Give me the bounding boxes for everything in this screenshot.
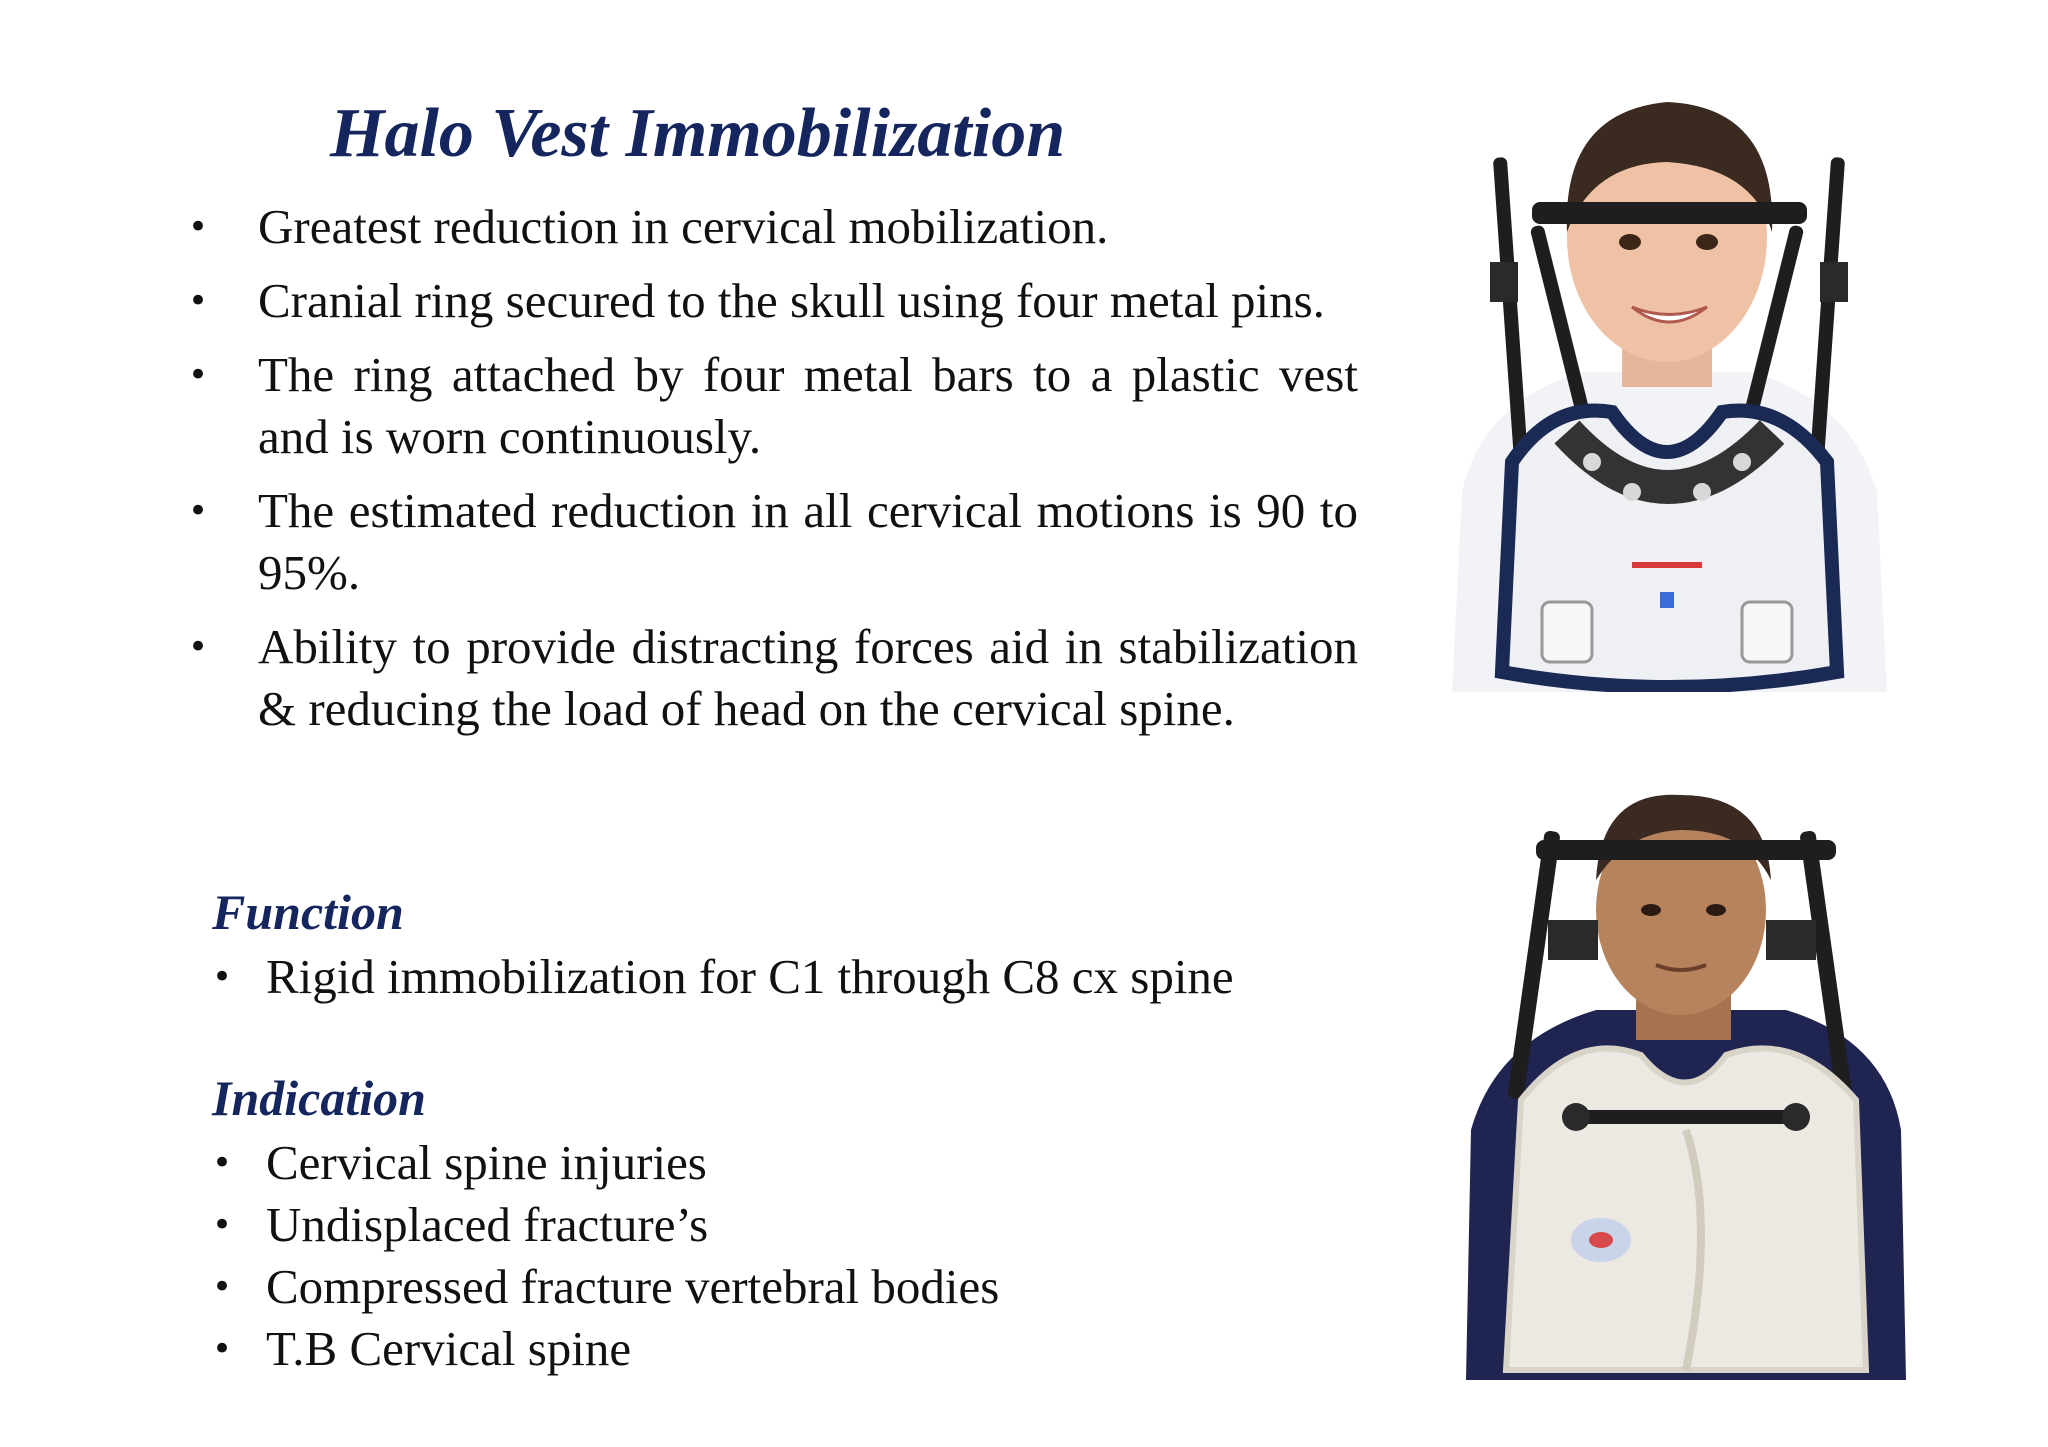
bullet-text: The ring attached by four metal bars to a plastic vest and is worn continuously. bbox=[258, 347, 1358, 464]
adult-halo-vest-photo bbox=[1466, 770, 1906, 1380]
bullet-item bbox=[180, 480, 1358, 604]
indication-item-text: T.B Cervical spine bbox=[266, 1321, 632, 1376]
indication-item bbox=[200, 1318, 999, 1380]
function-item bbox=[200, 946, 1234, 1008]
bullet-icon: • bbox=[212, 1329, 233, 1369]
bullet-icon: • bbox=[212, 957, 233, 997]
indication-item bbox=[200, 1256, 999, 1318]
bullet-item bbox=[180, 344, 1358, 468]
bullet-icon: • bbox=[188, 491, 209, 531]
slide-title: Halo Vest Immobilization bbox=[330, 95, 1066, 172]
function-heading: Function bbox=[212, 884, 404, 940]
bullet-icon: • bbox=[188, 207, 209, 247]
bullet-text: Cranial ring secured to the skull using four metal pins. bbox=[258, 273, 1325, 328]
bullet-text: The estimated reduction in all cervical motions is 90 to 95%. bbox=[258, 483, 1358, 600]
function-item-text: Rigid immobilization for C1 through C8 cx spine bbox=[266, 949, 1234, 1004]
indication-item bbox=[200, 1132, 999, 1194]
bullet-item bbox=[180, 616, 1358, 740]
child-halo-vest-photo bbox=[1432, 72, 1902, 692]
bullet-icon: • bbox=[188, 281, 209, 321]
bullet-icon: • bbox=[188, 627, 209, 667]
indication-item-text: Cervical spine injuries bbox=[266, 1135, 707, 1190]
indication-item-text: Compressed fracture vertebral bodies bbox=[266, 1259, 1000, 1314]
bullet-icon: • bbox=[212, 1205, 233, 1245]
indication-item-text: Undisplaced fracture’s bbox=[266, 1197, 709, 1252]
bullet-icon: • bbox=[188, 355, 209, 395]
bullet-text: Greatest reduction in cervical mobilization. bbox=[258, 199, 1109, 254]
indication-heading: Indication bbox=[212, 1070, 426, 1126]
indication-item bbox=[200, 1194, 999, 1256]
bullet-item bbox=[180, 270, 1358, 332]
indication-list bbox=[200, 1132, 999, 1380]
function-list bbox=[200, 946, 1234, 1008]
bullet-icon: • bbox=[212, 1143, 233, 1183]
bullet-item bbox=[180, 196, 1358, 258]
bullet-icon: • bbox=[212, 1267, 233, 1307]
main-bullet-list bbox=[180, 196, 1358, 752]
bullet-text: Ability to provide distracting forces aid in stabilization & reducing the load of head on the cervical spine. bbox=[258, 619, 1358, 736]
